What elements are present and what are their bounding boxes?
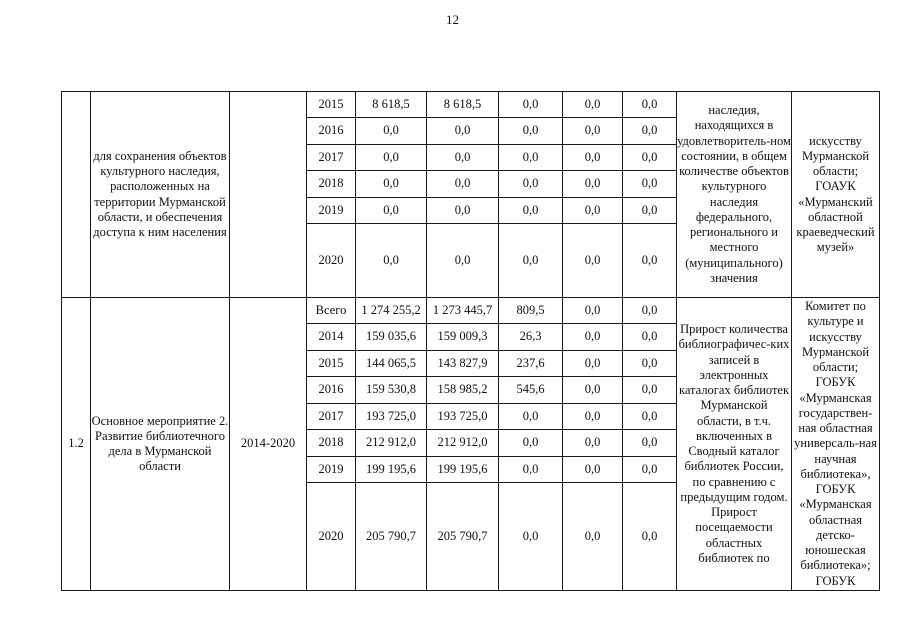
other-sources-cell: 0,0 [623,351,677,377]
total-funding-cell: 0,0 [356,118,427,145]
federal-budget-cell: 26,3 [499,324,563,351]
local-budget-cell: 0,0 [563,377,623,404]
regional-budget-cell: 0,0 [427,224,499,298]
other-sources-cell: 0,0 [623,404,677,430]
total-funding-cell: 205 790,7 [356,483,427,591]
measure-name-cell: Основное мероприятие 2. Развитие библиотечного дела в Мурманской области [91,298,230,591]
year-cell: 2019 [307,198,356,224]
local-budget-cell: 0,0 [563,457,623,483]
regional-budget-cell: 0,0 [427,118,499,145]
federal-budget-cell: 0,0 [499,171,563,198]
local-budget-cell: 0,0 [563,430,623,457]
regional-budget-cell: 0,0 [427,198,499,224]
local-budget-cell: 0,0 [563,92,623,118]
regional-budget-cell: 212 912,0 [427,430,499,457]
regional-budget-cell: 158 985,2 [427,377,499,404]
executor-cell: Комитет по культуре и искусству Мурманской области; ГОБУК «Мурманская государствен-ная областная универсаль-ная научная библиотека», ГОБУК «Мурманская областная детско-юношеская библиотека»; ГОБУК [792,298,880,591]
row-number-cell [62,92,91,298]
regional-budget-cell: 159 009,3 [427,324,499,351]
regional-budget-cell: 1 273 445,7 [427,298,499,324]
regional-budget-cell: 143 827,9 [427,351,499,377]
local-budget-cell: 0,0 [563,404,623,430]
measure-name-cell: для сохранения объектов культурного наследия, расположенных на территории Мурманской области, и обеспечения доступа к ним населения [91,92,230,298]
period-cell [230,92,307,298]
total-funding-cell: 0,0 [356,198,427,224]
year-cell: 2014 [307,324,356,351]
federal-budget-cell: 0,0 [499,404,563,430]
year-cell: 2015 [307,92,356,118]
total-funding-cell: 0,0 [356,171,427,198]
other-sources-cell: 0,0 [623,430,677,457]
other-sources-cell: 0,0 [623,118,677,145]
local-budget-cell: 0,0 [563,171,623,198]
regional-budget-cell: 0,0 [427,145,499,171]
year-cell: 2017 [307,145,356,171]
year-cell: 2020 [307,224,356,298]
other-sources-cell: 0,0 [623,92,677,118]
table-row [62,298,880,324]
other-sources-cell: 0,0 [623,483,677,591]
year-cell: 2018 [307,430,356,457]
year-cell: 2015 [307,351,356,377]
table-row [62,92,880,118]
page-number: 12 [446,12,459,27]
regional-budget-cell: 205 790,7 [427,483,499,591]
federal-budget-cell: 0,0 [499,118,563,145]
year-cell: 2016 [307,118,356,145]
federal-budget-cell: 0,0 [499,483,563,591]
regional-budget-cell: 193 725,0 [427,404,499,430]
total-funding-cell: 8 618,5 [356,92,427,118]
year-cell: Всего [307,298,356,324]
local-budget-cell: 0,0 [563,298,623,324]
federal-budget-cell: 0,0 [499,145,563,171]
federal-budget-cell: 809,5 [499,298,563,324]
local-budget-cell: 0,0 [563,224,623,298]
local-budget-cell: 0,0 [563,118,623,145]
program-table [61,91,880,591]
other-sources-cell: 0,0 [623,457,677,483]
executor-cell: искусству Мурманской области; ГОАУК «Мурманский областной краеведческий музей» [792,92,880,298]
regional-budget-cell: 8 618,5 [427,92,499,118]
local-budget-cell: 0,0 [563,324,623,351]
row-number-cell: 1.2 [62,298,91,591]
total-funding-cell: 193 725,0 [356,404,427,430]
year-cell: 2020 [307,483,356,591]
year-cell: 2016 [307,377,356,404]
local-budget-cell: 0,0 [563,145,623,171]
other-sources-cell: 0,0 [623,224,677,298]
local-budget-cell: 0,0 [563,483,623,591]
year-cell: 2018 [307,171,356,198]
federal-budget-cell: 0,0 [499,224,563,298]
total-funding-cell: 0,0 [356,145,427,171]
total-funding-cell: 144 065,5 [356,351,427,377]
other-sources-cell: 0,0 [623,198,677,224]
total-funding-cell: 159 035,6 [356,324,427,351]
total-funding-cell: 0,0 [356,224,427,298]
federal-budget-cell: 545,6 [499,377,563,404]
local-budget-cell: 0,0 [563,198,623,224]
local-budget-cell: 0,0 [563,351,623,377]
federal-budget-cell: 0,0 [499,92,563,118]
other-sources-cell: 0,0 [623,298,677,324]
regional-budget-cell: 0,0 [427,171,499,198]
indicator-cell: наследия, находящихся в удовлетворитель-ном состоянии, в общем количестве объектов культурного наследия федерального, регионального и местного (муниципального) значения [677,92,792,298]
federal-budget-cell: 0,0 [499,430,563,457]
year-cell: 2017 [307,404,356,430]
total-funding-cell: 159 530,8 [356,377,427,404]
period-cell: 2014-2020 [230,298,307,591]
federal-budget-cell: 237,6 [499,351,563,377]
other-sources-cell: 0,0 [623,377,677,404]
federal-budget-cell: 0,0 [499,198,563,224]
other-sources-cell: 0,0 [623,171,677,198]
total-funding-cell: 199 195,6 [356,457,427,483]
year-cell: 2019 [307,457,356,483]
indicator-cell: Прирост количества библиографичес-ких записей в электронных каталогах библиотек Мурманской области, в т.ч. включенных в Сводный каталог библиотек России, по сравнению с предыдущим годом. Прирост посещаемости областных библиотек по [677,298,792,591]
total-funding-cell: 1 274 255,2 [356,298,427,324]
regional-budget-cell: 199 195,6 [427,457,499,483]
federal-budget-cell: 0,0 [499,457,563,483]
other-sources-cell: 0,0 [623,324,677,351]
total-funding-cell: 212 912,0 [356,430,427,457]
other-sources-cell: 0,0 [623,145,677,171]
